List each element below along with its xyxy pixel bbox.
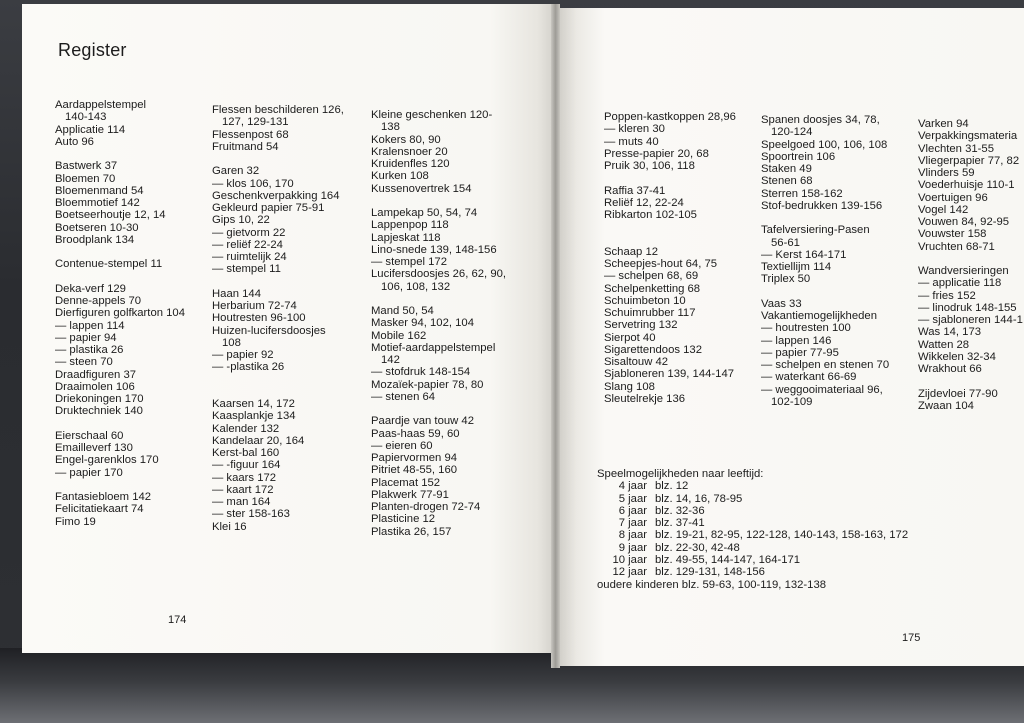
age-label: 9 jaar (618, 541, 647, 554)
index-entry: — linodruk 148-155 (918, 301, 1017, 314)
index-entry: — lappen 146 (761, 334, 832, 347)
index-entry: Applicatie 114 (55, 123, 126, 136)
index-entry: Presse-papier 20, 68 (604, 147, 709, 160)
index-entry: Bloemenmand 54 (55, 184, 144, 197)
index-entry: Raffia 37-41 (604, 184, 666, 197)
index-entry: Sigarettendoos 132 (604, 343, 702, 356)
index-entry: Vogel 142 (918, 203, 969, 216)
index-entry: Vouwster 158 (918, 228, 987, 241)
index-entry: Spoortrein 106 (761, 150, 836, 163)
age-table-row (597, 493, 908, 505)
index-entry: — stenen 64 (371, 390, 436, 403)
index-entry: Kalender 132 (212, 422, 280, 435)
index-entry: — sjabloneren 144-1 (918, 314, 1023, 326)
age-label: 4 jaar (618, 480, 647, 493)
index-entry: Kandelaar 20, 164 (212, 434, 305, 447)
index-entry: 120-124 (771, 126, 813, 139)
age-table-rows (597, 480, 908, 578)
index-entry: — gietvorm 22 (212, 226, 286, 239)
index-entry: Paas-haas 59, 60 (371, 427, 460, 440)
left-index-column-2 (212, 104, 344, 533)
index-entry: Kleine geschenken 120- (371, 109, 493, 121)
index-entry: — stempel 172 (371, 256, 447, 268)
age-pages: blz. 14, 16, 78-95 (655, 492, 743, 505)
age-pages: blz. 49-55, 144-147, 164-171 (655, 554, 801, 567)
index-entry: Driekoningen 170 (55, 393, 144, 405)
index-entry: Bastwerk 37 (55, 160, 118, 173)
index-entry: — waterkant 66-69 (761, 371, 857, 384)
index-entry: Spanen doosjes 34, 78, (761, 114, 880, 126)
index-entry: Voederhuisje 110-1 (918, 179, 1015, 192)
index-entry: Sterren 158-162 (761, 187, 843, 200)
index-entry: — fries 152 (918, 289, 976, 302)
index-entry: Vaas 33 (761, 297, 802, 310)
index-entry: Schuimrubber 117 (604, 307, 696, 319)
index-entry: Lampekap 50, 54, 74 (371, 207, 478, 219)
index-entry: Staken 49 (761, 163, 812, 175)
index-entry: — kleren 30 (604, 123, 665, 136)
index-entry: Zijdevloei 77-90 (918, 387, 998, 400)
index-entry: Sisaltouw 42 (604, 356, 669, 368)
age-table-row (597, 566, 908, 578)
index-entry: 138 (381, 121, 400, 134)
index-entry: Gips 10, 22 (212, 214, 270, 227)
index-entry: — papier 170 (55, 466, 123, 479)
index-entry: Verpakkingsmateria (918, 130, 1018, 143)
index-entry: Sierpot 40 (604, 331, 656, 344)
index-entry: Vruchten 68-71 (918, 240, 995, 253)
index-entry: Flessen beschilderen 126, (212, 104, 344, 116)
right-index-column-2 (761, 114, 889, 408)
index-entry: Dierfiguren golfkarton 104 (55, 307, 185, 320)
age-label: 5 jaar (618, 492, 647, 505)
age-table-heading: Speelmogelijkheden naar leeftijd: (597, 468, 764, 480)
index-entry: Pruik 30, 106, 118 (604, 160, 695, 172)
index-entry: Placemat 152 (371, 476, 441, 489)
index-entry: Denne-appels 70 (55, 295, 142, 307)
index-entry: Schuimbeton 10 (604, 294, 686, 307)
index-entry: — klos 106, 170 (212, 177, 294, 190)
index-entry: Vlechten 31-55 (918, 142, 994, 155)
index-entry: Wikkelen 32-34 (918, 350, 996, 363)
index-entry: Triplex 50 (761, 273, 811, 286)
index-entry: — weggooimateriaal 96, (761, 383, 883, 396)
index-entry: Boetseren 10-30 (55, 221, 139, 234)
index-entry: — schelpen 68, 69 (604, 270, 699, 283)
page-number-right: 175 (902, 632, 921, 644)
index-entry: Lucifersdoosjes 26, 62, 90, (371, 268, 507, 281)
index-entry: Garen 32 (212, 165, 260, 178)
index-entry: — steen 70 (55, 356, 113, 369)
index-entry: 106, 108, 132 (381, 280, 451, 293)
age-table-row (597, 542, 908, 554)
age-label: 7 jaar (618, 517, 647, 530)
index-entry: Wrakhout 66 (918, 363, 982, 375)
age-label: 10 jaar (612, 554, 647, 567)
index-entry: Auto 96 (55, 135, 94, 148)
index-entry: — lappen 114 (55, 319, 125, 332)
index-entry: — -figuur 164 (212, 459, 281, 472)
index-entry: Fantasiebloem 142 (55, 491, 152, 503)
index-entry: Bloemmotief 142 (55, 197, 140, 209)
index-entry: 140-143 (65, 111, 107, 124)
index-entry: Poppen-kastkoppen 28,96 (604, 111, 736, 123)
index-entry: — papier 77-95 (761, 346, 839, 359)
book-gutter (551, 4, 560, 668)
index-entry: Eierschaal 60 (55, 429, 124, 442)
index-entry: Aardappelstempel (55, 99, 147, 111)
index-entry: Haan 144 (212, 287, 261, 300)
index-entry: Klei 16 (212, 520, 247, 533)
age-label: 6 jaar (618, 504, 647, 517)
index-entry: Herbarium 72-74 (212, 300, 297, 312)
index-entry: 127, 129-131 (222, 116, 289, 129)
age-table-row (597, 505, 908, 517)
age-pages: blz. 12 (655, 480, 689, 493)
index-entry: Pitriet 48-55, 160 (371, 464, 458, 477)
index-entry: Emailleverf 130 (55, 442, 133, 454)
index-entry: Felicitatiekaart 74 (55, 503, 144, 516)
age-table-row (597, 529, 908, 541)
index-entry: Houtresten 96-100 (212, 312, 306, 325)
index-entry: Schelpenketting 68 (604, 282, 701, 295)
index-entry: — kaart 172 (212, 483, 274, 496)
index-entry: Flessenpost 68 (212, 128, 289, 141)
index-entry: Stof-bedrukken 139-156 (761, 199, 883, 212)
index-entry: Ribkarton 102-105 (604, 209, 697, 221)
index-entry: — ruimtelijk 24 (212, 251, 287, 263)
index-entry: Watten 28 (918, 338, 970, 351)
index-entry: Was 14, 173 (918, 326, 982, 339)
right-index-column-1 (604, 111, 736, 405)
index-entry: Mand 50, 54 (371, 305, 434, 317)
index-entry: — houtresten 100 (761, 322, 851, 335)
age-pages: blz. 32-36 (655, 504, 705, 517)
index-entry: Huizen-lucifersdoosjes (212, 324, 326, 337)
left-index-column-1 (55, 99, 185, 528)
right-index-column-3 (918, 118, 1023, 412)
index-entry: Lino-snede 139, 148-156 (371, 243, 497, 256)
index-entry: Speelgoed 100, 106, 108 (761, 138, 888, 151)
age-table-footer: oudere kinderen blz. 59-63, 100-119, 132-138 (597, 578, 827, 591)
index-entry: Broodplank 134 (55, 233, 135, 246)
index-entry: Scheepjes-hout 64, 75 (604, 258, 718, 270)
index-entry: Masker 94, 102, 104 (371, 317, 474, 330)
index-entry: Sleutelrekje 136 (604, 392, 686, 405)
index-entry: Wandversieringen (918, 265, 1009, 277)
index-entry: Planten-drogen 72-74 (371, 501, 481, 513)
index-entry: Textiellijm 114 (761, 261, 832, 273)
index-entry: — schelpen en stenen 70 (761, 359, 890, 371)
index-entry: Kaarsen 14, 172 (212, 398, 295, 410)
index-entry: Kralensnoer 20 (371, 145, 448, 158)
index-entry: — papier 92 (212, 349, 274, 361)
index-entry: Varken 94 (918, 118, 969, 130)
index-entry: — kaars 172 (212, 471, 277, 484)
index-entry: Plakwerk 77-91 (371, 488, 449, 501)
index-entry: Slang 108 (604, 380, 655, 393)
index-entry: Vlinders 59 (918, 167, 975, 179)
index-entry: — reliëf 22-24 (212, 238, 283, 251)
index-entry: Reliëf 12, 22-24 (604, 196, 684, 209)
index-entry: 56-61 (771, 236, 800, 249)
age-pages: blz. 37-41 (655, 517, 705, 530)
index-entry: Kokers 80, 90 (371, 133, 441, 146)
index-entry: — plastika 26 (55, 344, 124, 356)
index-entry: — applicatie 118 (918, 277, 1002, 290)
left-index-column-3 (371, 109, 506, 538)
index-entry: Draaimolen 106 (55, 380, 135, 393)
age-label: 12 jaar (612, 566, 647, 579)
index-entry: — eieren 60 (371, 439, 433, 452)
index-entry: Engel-garenklos 170 (55, 454, 159, 467)
index-entry: Voertuigen 96 (918, 191, 988, 204)
age-label: 8 jaar (618, 529, 647, 542)
age-table (597, 468, 908, 591)
index-entry: Contenue-stempel 11 (55, 258, 163, 271)
index-entry: Vouwen 84, 92-95 (918, 216, 1010, 228)
index-entry: Motief-aardappelstempel (371, 341, 496, 354)
index-entry: Kurken 108 (371, 170, 429, 183)
index-entry: 108 (222, 336, 241, 349)
index-entry: Mozaïek-papier 78, 80 (371, 378, 484, 391)
index-entry: 142 (381, 354, 400, 366)
index-entry: Geschenkverpakking 164 (212, 189, 340, 202)
index-entry: Bloemen 70 (55, 172, 116, 185)
index-entry: — stempel 11 (212, 263, 281, 276)
index-entry: Sjabloneren 139, 144-147 (604, 368, 735, 381)
index-entry: — papier 94 (55, 331, 117, 344)
index-entry: — Kerst 164-171 (761, 248, 847, 261)
index-entry: — ster 158-163 (212, 508, 290, 521)
index-entry: 102-109 (771, 395, 813, 408)
index-entry: Mobile 162 (371, 329, 427, 342)
index-entry: — -plastika 26 (212, 361, 285, 374)
index-entry: Zwaan 104 (918, 399, 974, 412)
index-entry: Servetring 132 (604, 319, 678, 332)
index-entry: Kaasplankje 134 (212, 410, 296, 423)
index-entry: Kerst-bal 160 (212, 447, 280, 459)
index-entry: Lappenpop 118 (371, 219, 449, 232)
index-entry: Vakantiemogelijkheden (761, 310, 877, 322)
index-entry: Plasticine 12 (371, 513, 436, 526)
index-entry: Fruitmand 54 (212, 140, 279, 153)
index-entry: Draadfiguren 37 (55, 368, 137, 381)
index-entry: Druktechniek 140 (55, 405, 143, 418)
index-entry: Schaap 12 (604, 245, 659, 258)
index-entry: Vliegerpapier 77, 82 (918, 154, 1020, 167)
page-title: Register (58, 40, 127, 60)
index-entry: — muts 40 (604, 135, 659, 148)
index-entry: Lapjeskat 118 (371, 231, 441, 244)
index-entry: — man 164 (212, 496, 271, 508)
age-pages: blz. 19-21, 82-95, 122-128, 140-143, 158-163, 172 (655, 529, 909, 542)
page-number-left: 174 (168, 614, 187, 626)
index-entry: Paardje van touw 42 (371, 415, 474, 428)
index-entry: Boetseerhoutje 12, 14 (55, 209, 166, 222)
index-entry: Papiervormen 94 (371, 452, 458, 464)
age-table-row (597, 517, 908, 529)
index-entry: — stofdruk 148-154 (371, 366, 471, 379)
age-pages: blz. 22-30, 42-48 (655, 541, 740, 554)
index-entry: Plastika 26, 157 (371, 525, 452, 538)
index-entry: Kruidenfles 120 (371, 158, 450, 170)
index-entry: Tafelversiering-Pasen (761, 224, 870, 237)
age-table-row (597, 480, 908, 492)
index-entry: Gekleurd papier 75-91 (212, 202, 325, 214)
index-entry: Fimo 19 (55, 515, 96, 528)
age-pages: blz. 129-131, 148-156 (655, 566, 765, 579)
index-entry: Kussenovertrek 154 (371, 182, 472, 195)
age-table-row (597, 554, 908, 566)
index-entry: Stenen 68 (761, 175, 813, 188)
index-entry: Deka-verf 129 (55, 282, 126, 295)
